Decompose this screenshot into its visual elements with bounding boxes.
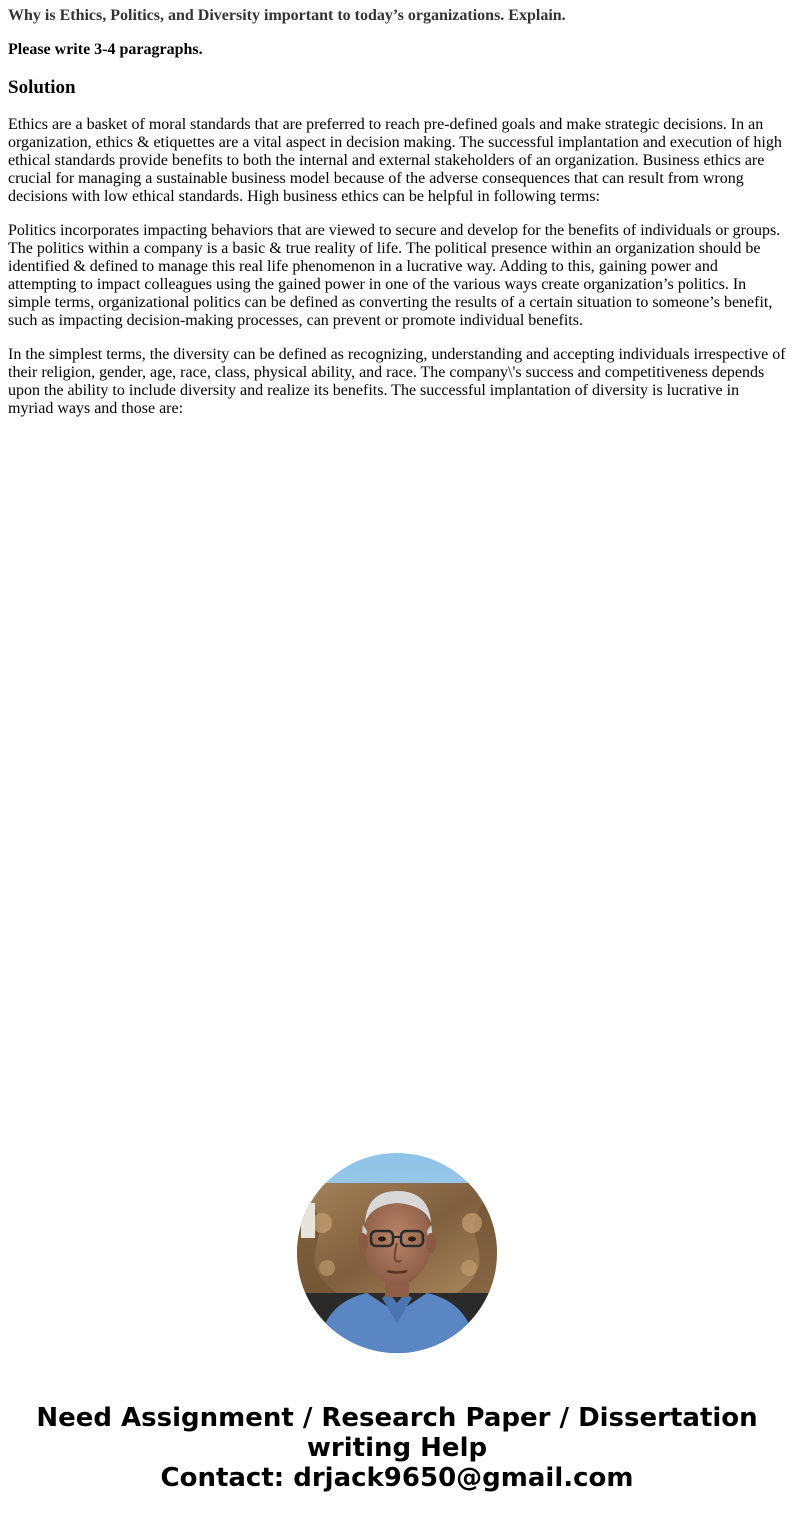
question-instruction: Please write 3-4 paragraphs. bbox=[8, 41, 203, 58]
help-banner bbox=[0, 1403, 794, 1493]
paragraph-politics: Politics incorporates impacting behaviors that are viewed to secure and develop for the benefits of individuals or groups. The politics within a company is a basic & true reality of life. The political presence within an organization should be identified & defined to manage this real life phenomenon in a lucrative way. Adding to this, gaining power and attempting to impact colleagues using the gained power in one of the various ways create organization’s politics. In simple terms, organizational politics can be defined as converting the results of a certain situation to someone’s benefit, such as impacting decision-making processes, can prevent or promote individual benefits. bbox=[8, 222, 781, 329]
help-line-1: Need Assignment / Research Paper / Dissertation bbox=[36, 1403, 758, 1433]
document-content bbox=[8, 0, 788, 418]
solution-heading: Solution bbox=[8, 77, 76, 98]
avatar bbox=[297, 1153, 497, 1353]
person-photo-icon bbox=[297, 1153, 497, 1353]
help-line-2: writing Help bbox=[306, 1433, 488, 1463]
question-title: Why is Ethics, Politics, and Diversity important to today’s organizations. Explain. bbox=[8, 7, 566, 24]
paragraph-ethics: Ethics are a basket of moral standards that are preferred to reach pre-defined goals and make strategic decisions. In an organization, ethics & etiquettes are a vital aspect in decision making. The successful implantation and execution of high ethical standards provide benefits to both the internal and external stakeholders of an organization. Business ethics are crucial for managing a sustainable business model because of the adverse consequences that can result from wrong decisions with low ethical standards. High business ethics can be helpful in following terms: bbox=[8, 116, 782, 205]
paragraph-diversity: In the simplest terms, the diversity can be defined as recognizing, understanding and accepting individuals irrespective of their religion, gender, age, race, class, physical ability, and race. The company\'s success and competitiveness depends upon the ability to include diversity and realize its benefits. The successful implantation of diversity is lucrative in myriad ways and those are: bbox=[8, 346, 786, 417]
help-contact-line: Contact: drjack9650@gmail.com bbox=[160, 1463, 634, 1493]
